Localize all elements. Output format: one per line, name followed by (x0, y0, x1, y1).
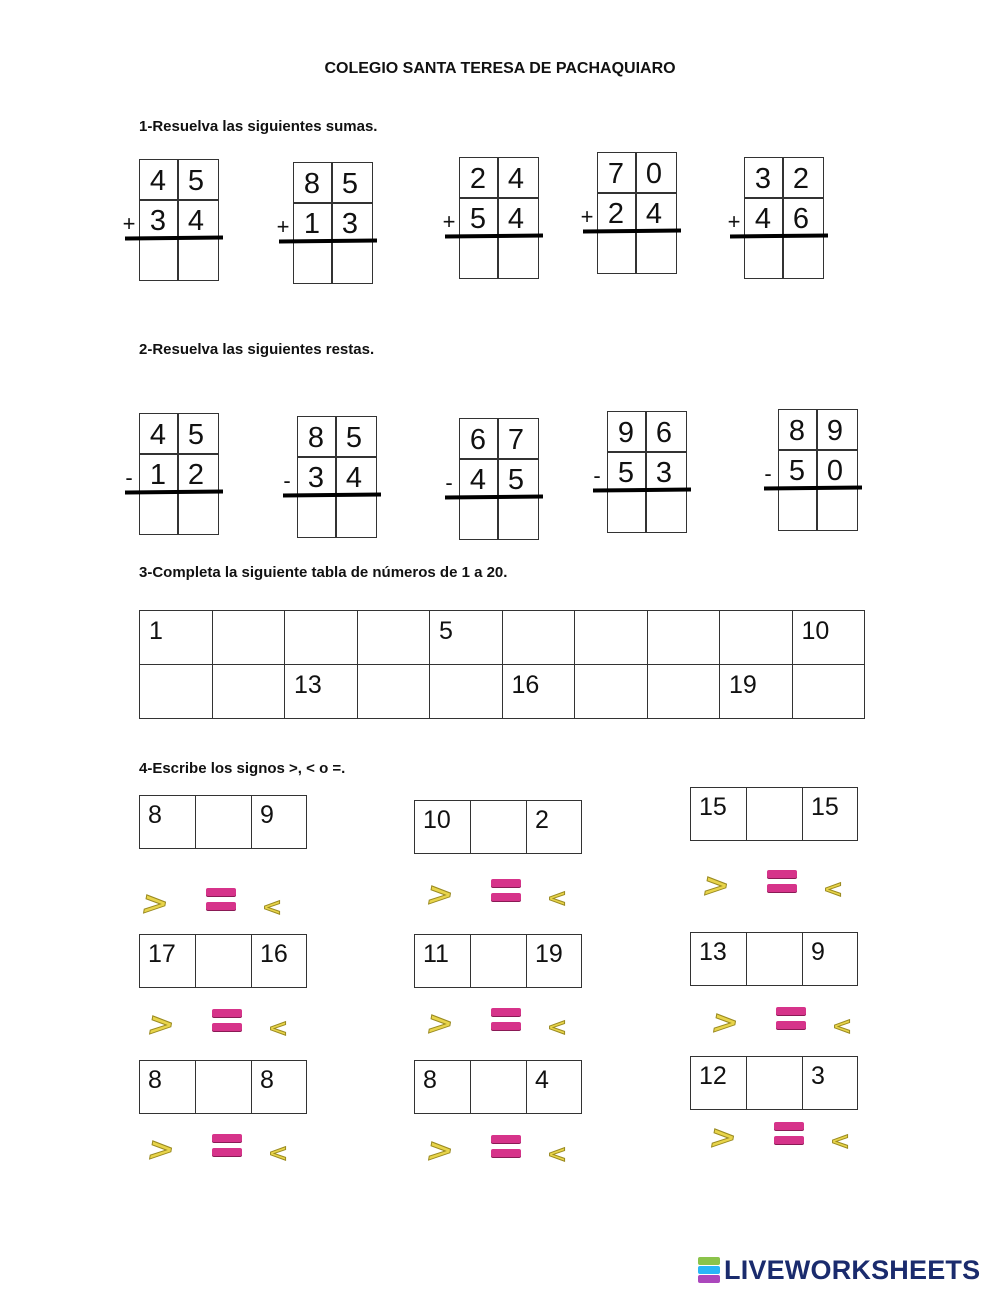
sign-choices-6 (708, 1003, 862, 1041)
digit: 5 (345, 422, 363, 454)
digit: 4 (507, 163, 525, 195)
table-cell[interactable] (575, 611, 648, 665)
comparison-box-6 (690, 932, 858, 986)
digit: 3 (655, 457, 673, 489)
digit: 4 (187, 205, 205, 237)
equals-icon[interactable] (212, 1134, 242, 1158)
table-cell[interactable] (430, 665, 503, 719)
digit: 5 (469, 203, 487, 235)
equals-icon[interactable] (774, 1122, 804, 1146)
table-row (140, 665, 865, 719)
minus-sign: - (445, 470, 453, 495)
right-number: 16 (260, 940, 288, 968)
equals-icon[interactable] (491, 1008, 521, 1032)
comparison-box-9 (690, 1056, 858, 1110)
left-number: 8 (140, 796, 196, 848)
digit: 0 (826, 455, 844, 487)
digit: 2 (607, 198, 625, 230)
table-cell: 16 (502, 665, 575, 719)
section-4-heading: 4-Escribe los signos >, < o =. (139, 760, 346, 777)
less-than-icon[interactable]: < (830, 1127, 851, 1155)
sign-choices-9 (706, 1118, 860, 1156)
table-cell[interactable] (647, 611, 720, 665)
less-than-icon[interactable]: < (832, 1012, 853, 1040)
greater-than-icon[interactable]: > (699, 866, 734, 904)
addition-problem-3 (442, 157, 539, 279)
left-number: 11 (415, 935, 471, 987)
digit: 5 (507, 464, 525, 496)
subtraction-problem-3 (445, 418, 539, 540)
table-cell[interactable] (575, 665, 648, 719)
right-number: 8 (260, 1066, 274, 1094)
digit: 6 (469, 424, 487, 456)
answer-slot[interactable] (471, 1061, 527, 1113)
greater-than-icon[interactable]: > (144, 1005, 179, 1043)
section-2-heading: 2-Resuelva las siguientes restas. (139, 341, 375, 358)
right-number: 19 (535, 940, 563, 968)
digit: 3 (307, 462, 325, 494)
equals-icon[interactable] (491, 879, 521, 903)
table-cell: 10 (792, 611, 865, 665)
greater-than-icon[interactable]: > (706, 1118, 741, 1156)
table-cell[interactable] (792, 665, 865, 719)
comparison-box-5 (414, 934, 582, 988)
right-number: 9 (811, 938, 825, 966)
number-table (139, 610, 865, 719)
minus-sign: - (764, 461, 772, 486)
digit: 3 (341, 208, 359, 240)
sign-choices-7 (144, 1130, 298, 1168)
digit: 6 (655, 417, 673, 449)
equals-icon[interactable] (776, 1007, 806, 1031)
table-cell: 13 (285, 665, 358, 719)
comparison-box-7 (139, 1060, 307, 1114)
digit: 2 (187, 459, 205, 491)
table-cell[interactable] (212, 611, 285, 665)
section-1-heading: 1-Resuelva las siguientes sumas. (139, 118, 378, 135)
sign-choices-3 (699, 866, 853, 904)
table-cell[interactable] (647, 665, 720, 719)
plus-sign: + (727, 209, 741, 234)
digit: 4 (645, 198, 663, 230)
left-number: 10 (415, 801, 471, 853)
digit: 9 (826, 415, 844, 447)
subtraction-problem-1 (125, 413, 219, 535)
digit: 7 (607, 158, 625, 190)
equals-icon[interactable] (206, 888, 236, 912)
comparison-box-1 (139, 795, 307, 849)
digit: 8 (788, 415, 806, 447)
digit: 1 (303, 208, 321, 240)
plus-sign: + (580, 204, 594, 229)
left-number: 8 (140, 1061, 196, 1113)
left-number: 13 (691, 933, 747, 985)
plus-sign: + (122, 211, 136, 236)
digit: 1 (149, 459, 167, 491)
left-number: 8 (415, 1061, 471, 1113)
digit: 4 (507, 203, 525, 235)
greater-than-icon[interactable]: > (144, 1130, 179, 1168)
less-than-icon[interactable]: < (268, 1014, 289, 1042)
table-cell[interactable] (720, 611, 793, 665)
less-than-icon[interactable]: < (547, 1013, 568, 1041)
answer-slot[interactable] (196, 796, 252, 848)
sign-choices-1 (138, 884, 292, 922)
digit: 3 (149, 205, 167, 237)
right-number: 9 (260, 801, 274, 829)
minus-sign: - (125, 465, 133, 490)
digit: 4 (754, 203, 772, 235)
less-than-icon[interactable]: < (262, 893, 283, 921)
left-number: 12 (691, 1057, 747, 1109)
answer-slot[interactable] (196, 935, 252, 987)
addition-problem-5 (727, 157, 824, 279)
digit: 9 (617, 417, 635, 449)
logo-text: LIVEWORKSHEETS (724, 1254, 981, 1285)
plus-sign: + (442, 209, 456, 234)
answer-slot[interactable] (747, 933, 803, 985)
comparison-box-3 (690, 787, 858, 841)
right-number: 3 (811, 1062, 825, 1090)
answer-slot[interactable] (747, 1057, 803, 1109)
liveworksheets-logo (698, 1254, 998, 1286)
liveworksheets-logo-icon (698, 1257, 720, 1283)
greater-than-icon[interactable]: > (423, 1004, 458, 1042)
minus-sign: - (593, 463, 601, 488)
equals-icon[interactable] (212, 1009, 242, 1033)
digit: 8 (303, 168, 321, 200)
subtraction-problem-2 (283, 416, 377, 538)
comparison-box-2 (414, 800, 582, 854)
plus-sign: + (276, 214, 290, 239)
comparison-box-4 (139, 934, 307, 988)
digit: 3 (754, 163, 772, 195)
digit: 8 (307, 422, 325, 454)
greater-than-icon[interactable]: > (138, 884, 173, 922)
greater-than-icon[interactable]: > (423, 875, 458, 913)
sign-choices-4 (144, 1005, 298, 1043)
less-than-icon[interactable]: < (547, 1140, 568, 1168)
digit: 2 (469, 163, 487, 195)
digit: 7 (507, 424, 525, 456)
digit: 4 (149, 419, 167, 451)
digit: 5 (617, 457, 635, 489)
equals-icon[interactable] (491, 1135, 521, 1159)
table-cell[interactable] (357, 665, 430, 719)
right-number: 15 (811, 793, 839, 821)
sign-choices-8 (423, 1131, 577, 1169)
subtraction-problem-5 (764, 409, 858, 531)
answer-slot[interactable] (747, 788, 803, 840)
less-than-icon[interactable]: < (823, 875, 844, 903)
right-number: 4 (535, 1066, 549, 1094)
digit: 5 (187, 165, 205, 197)
left-number: 17 (140, 935, 196, 987)
digit: 5 (187, 419, 205, 451)
digit: 5 (788, 455, 806, 487)
greater-than-icon[interactable]: > (708, 1003, 743, 1041)
equals-icon[interactable] (767, 870, 797, 894)
page-title: COLEGIO SANTA TERESA DE PACHAQUIARO (324, 60, 676, 77)
greater-than-icon[interactable]: > (423, 1131, 458, 1169)
sign-choices-5 (423, 1004, 577, 1042)
minus-sign: - (283, 468, 291, 493)
digit: 4 (345, 462, 363, 494)
table-cell: 19 (720, 665, 793, 719)
table-row (140, 611, 865, 665)
table-cell[interactable] (357, 611, 430, 665)
left-number: 15 (691, 788, 747, 840)
answer-slot[interactable] (471, 801, 527, 853)
section-3-heading: 3-Completa la siguiente tabla de números de 1 a 20. (139, 564, 508, 581)
subtraction-problem-4 (593, 411, 687, 533)
table-cell[interactable] (212, 665, 285, 719)
digit: 2 (792, 163, 810, 195)
table-cell[interactable] (285, 611, 358, 665)
table-cell: 1 (140, 611, 213, 665)
digit: 4 (469, 464, 487, 496)
digit: 6 (792, 203, 810, 235)
table-cell[interactable] (140, 665, 213, 719)
table-cell[interactable] (502, 611, 575, 665)
answer-slot[interactable] (196, 1061, 252, 1113)
table-cell: 5 (430, 611, 503, 665)
answer-slot[interactable] (471, 935, 527, 987)
addition-problem-4 (580, 152, 677, 274)
sign-choices-2 (423, 875, 577, 913)
digit: 5 (341, 168, 359, 200)
comparison-box-8 (414, 1060, 582, 1114)
addition-problem-2 (276, 162, 373, 284)
digit: 4 (149, 165, 167, 197)
less-than-icon[interactable]: < (268, 1139, 289, 1167)
less-than-icon[interactable]: < (547, 884, 568, 912)
addition-problem-1 (122, 159, 219, 281)
digit: 0 (645, 158, 663, 190)
right-number: 2 (535, 806, 549, 834)
